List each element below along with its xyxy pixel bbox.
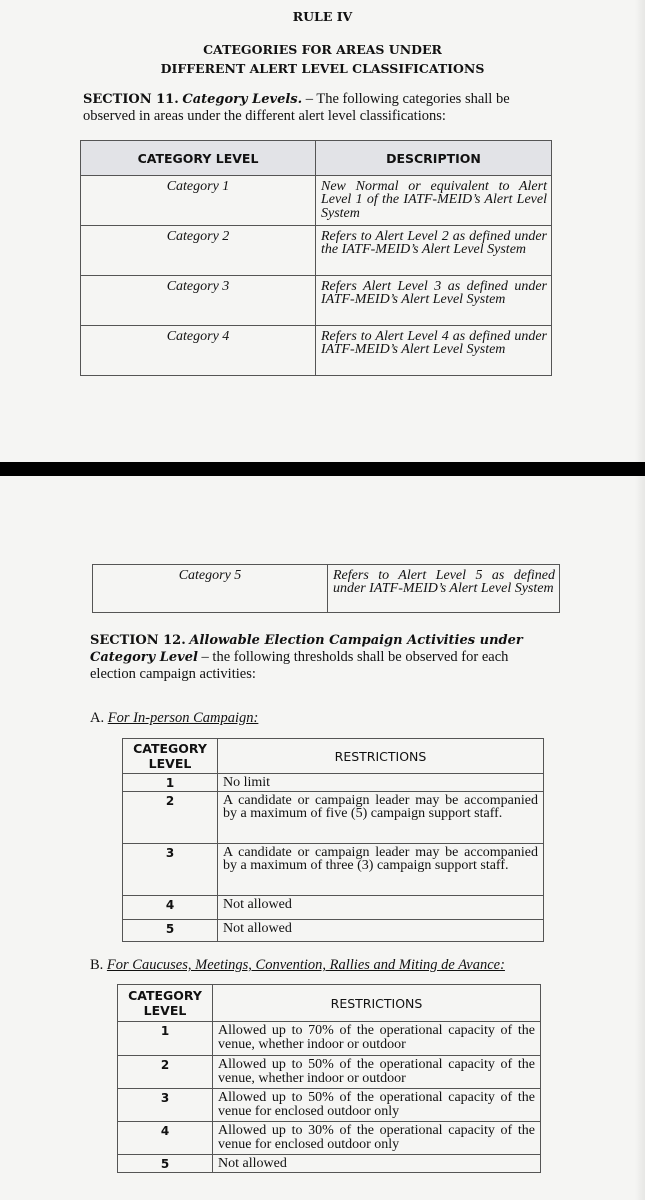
section-12-text-line-3: election campaign activities: [90, 666, 256, 682]
restriction-cell: Allowed up to 70% of the operational capacity of the venue, whether indoor or outdoor [213, 1022, 541, 1056]
table-row [81, 176, 552, 226]
table-header-row [123, 739, 544, 774]
category-level-cell: 4 [123, 895, 218, 919]
in-person-title: For In-person Campaign: [107, 710, 259, 726]
table-row [118, 1122, 541, 1155]
category-level-cell: 1 [118, 1022, 213, 1056]
section-12-text-line-2: – the following thresholds shall be observed for each [197, 649, 509, 665]
rule-number: RULE IV [292, 9, 353, 24]
table-row [118, 1022, 541, 1056]
category-levels-table [80, 140, 552, 376]
restriction-cell: Allowed up to 50% of the operational capacity of the venue, whether indoor or outdoor [213, 1056, 541, 1089]
description-cell: New Normal or equivalent to Alert Level 1 of the IATF-MEID’s Alert Level System [316, 176, 552, 226]
restriction-cell: Not allowed [218, 919, 544, 941]
category-level-cell: Category 2 [81, 226, 316, 276]
in-person-restrictions-table [122, 738, 544, 942]
column-header-restrictions: RESTRICTIONS [213, 985, 541, 1022]
category-level-cell: 2 [123, 791, 218, 843]
table-header-row [118, 985, 541, 1022]
table-header-row [81, 141, 552, 176]
restriction-cell: A candidate or campaign leader may be accompanied by a maximum of three (3) campaign support staff. [218, 843, 544, 895]
restriction-cell: Not allowed [218, 895, 544, 919]
category-level-cell: 5 [118, 1155, 213, 1173]
description-cell: Refers to Alert Level 4 as defined under IATF-MEID’s Alert Level System [316, 326, 552, 376]
section-12-paragraph [90, 632, 570, 683]
section-11-label: SECTION 11. [83, 92, 179, 107]
category-level-cell: 2 [118, 1056, 213, 1089]
table-row [81, 226, 552, 276]
table-row [123, 895, 544, 919]
column-header-category-level: CATEGORY LEVEL [118, 985, 213, 1022]
section-11-text-line-2: observed in areas under the different alert level classifications: [83, 108, 446, 124]
rule-title-line-2: DIFFERENT ALERT LEVEL CLASSIFICATIONS [160, 61, 485, 76]
category-level-cell: 5 [123, 919, 218, 941]
column-header-category-level: CATEGORY LEVEL [81, 141, 316, 176]
column-header-description: DESCRIPTION [316, 141, 552, 176]
document-page-1 [0, 0, 645, 462]
category-level-cell: Category 5 [93, 565, 328, 613]
column-header-restrictions: RESTRICTIONS [218, 739, 544, 774]
section-12-title-line-1: Allowable Election Campaign Activities under [189, 633, 523, 648]
document-page-2 [0, 476, 645, 1200]
page-shadow [635, 476, 645, 1200]
category-levels-table-continued [92, 564, 560, 613]
table-row [81, 276, 552, 326]
caucuses-restrictions-table [117, 984, 541, 1173]
category-level-cell: 3 [118, 1089, 213, 1122]
rule-title-line-1: CATEGORIES FOR AREAS UNDER [203, 42, 442, 57]
in-person-heading [90, 710, 258, 727]
restriction-cell: Allowed up to 30% of the operational capacity of the venue for enclosed outdoor only [213, 1122, 541, 1155]
section-12-title-line-2: Category Level [90, 650, 198, 665]
category-level-cell: Category 3 [81, 276, 316, 326]
table-row [118, 1155, 541, 1173]
table-row [123, 791, 544, 843]
table-row [123, 843, 544, 895]
in-person-marker: A. [90, 710, 105, 726]
table-row [81, 326, 552, 376]
category-level-cell: 4 [118, 1122, 213, 1155]
section-12-label: SECTION 12. [90, 633, 186, 648]
caucuses-marker: B. [90, 957, 104, 973]
category-level-cell: Category 1 [81, 176, 316, 226]
caucuses-title: For Caucuses, Meetings, Convention, Rallies and Miting de Avance: [106, 957, 505, 973]
table-row [118, 1089, 541, 1122]
restriction-cell: Not allowed [213, 1155, 541, 1173]
category-level-cell: 1 [123, 774, 218, 792]
column-header-category-level: CATEGORY LEVEL [123, 739, 218, 774]
restriction-cell: A candidate or campaign leader may be accompanied by a maximum of five (5) campaign support staff. [218, 791, 544, 843]
description-cell: Refers to Alert Level 5 as defined under IATF-MEID’s Alert Level System [328, 565, 560, 613]
section-11-paragraph [83, 91, 563, 125]
category-level-cell: 3 [123, 843, 218, 895]
table-row [118, 1056, 541, 1089]
section-11-text-line-1: – The following categories shall be [302, 91, 510, 107]
table-row [123, 774, 544, 792]
section-11-title: Category Levels. [182, 92, 303, 107]
category-level-cell: Category 4 [81, 326, 316, 376]
description-cell: Refers to Alert Level 2 as defined under the IATF-MEID’s Alert Level System [316, 226, 552, 276]
restriction-cell: No limit [218, 774, 544, 792]
caucuses-heading [90, 957, 505, 974]
restriction-cell: Allowed up to 50% of the operational capacity of the venue for enclosed outdoor only [213, 1089, 541, 1122]
table-row [93, 565, 560, 613]
table-row [123, 919, 544, 941]
description-cell: Refers Alert Level 3 as defined under IATF-MEID’s Alert Level System [316, 276, 552, 326]
